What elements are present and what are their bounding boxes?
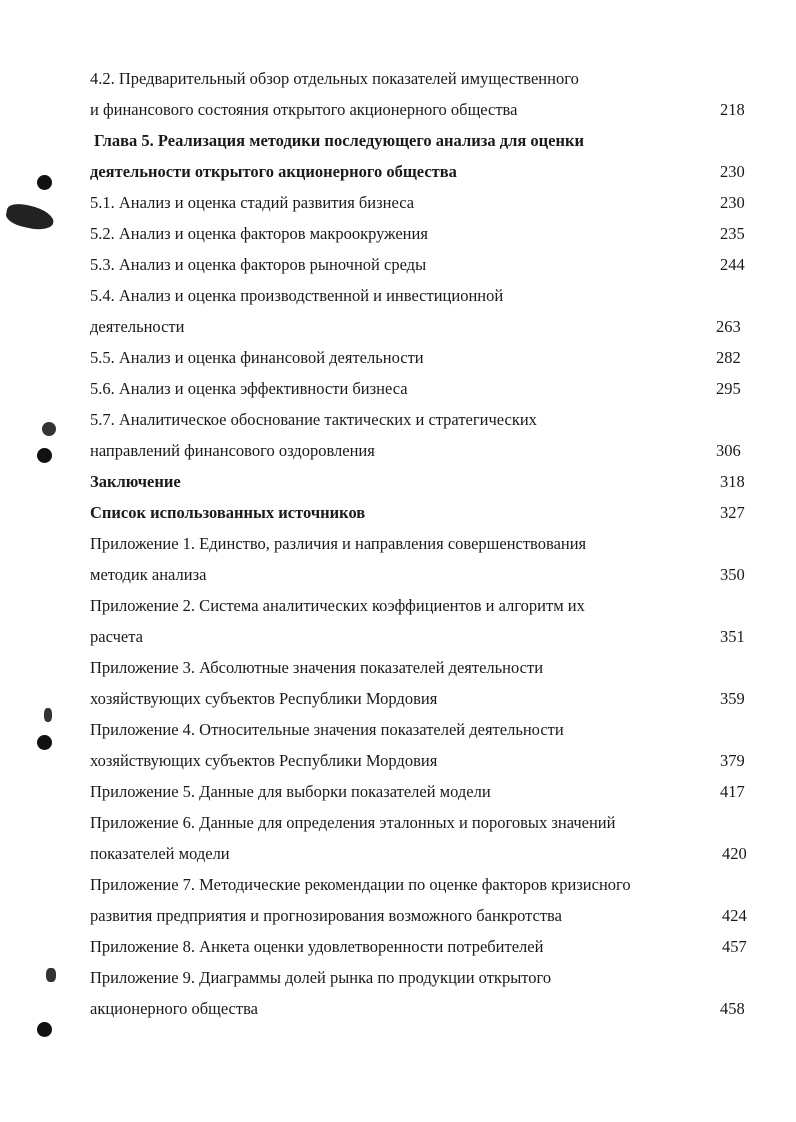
ink-speck	[46, 968, 56, 982]
toc-entry-text: Приложение 4. Относительные значения показателей деятельности	[90, 720, 564, 739]
binder-hole	[37, 175, 52, 190]
toc-entry-text: Приложение 1. Единство, различия и направления совершенствования	[90, 534, 587, 553]
toc-page-number: 420	[722, 844, 747, 863]
toc-entry-text: направлений финансового оздоровления	[90, 441, 375, 460]
toc-entry-text: акционерного общества	[90, 999, 258, 1018]
toc-entry-text: Заключение	[90, 472, 181, 491]
toc-page-number: 359	[720, 689, 745, 708]
toc-entry-text: хозяйствующих субъектов Республики Мордовия	[90, 689, 438, 708]
toc-entry-text: 5.5. Анализ и оценка финансовой деятельности	[90, 348, 424, 367]
toc-entry-text: Приложение 2. Система аналитических коэффициентов и алгоритм их	[90, 596, 585, 615]
toc-entry-text: Приложение 9. Диаграммы долей рынка по продукции открытого	[90, 968, 552, 987]
toc-page-number: 327	[720, 503, 745, 522]
toc-entry-text: Приложение 8. Анкета оценки удовлетворенности потребителей	[90, 937, 544, 956]
toc-entry-text: методик анализа	[90, 565, 207, 584]
toc-page-number: 230	[720, 162, 745, 181]
toc-page-number: 244	[720, 255, 745, 274]
binder-hole	[37, 448, 52, 463]
toc-page-number: 417	[720, 782, 745, 801]
binder-hole	[37, 1022, 52, 1037]
toc-entry-text: хозяйствующих субъектов Республики Мордовия	[90, 751, 438, 770]
toc-entry-text: 4.2. Предварительный обзор отдельных показателей имущественного	[90, 69, 579, 88]
ink-speck	[42, 422, 56, 436]
toc-entry-text: развития предприятия и прогнозирования возможного банкротства	[90, 906, 562, 925]
toc-entry-text: Глава 5. Реализация методики последующего анализа для оценки	[94, 131, 584, 150]
ink-speck	[44, 708, 52, 722]
toc-page-number: 263	[716, 317, 741, 336]
toc-entry-text: Список использованных источников	[90, 503, 366, 522]
toc-entry-text: расчета	[90, 627, 143, 646]
toc-page-number: 424	[722, 906, 747, 925]
toc-entry-text: Приложение 5. Данные для выборки показателей модели	[90, 782, 491, 801]
toc-page-number: 379	[720, 751, 745, 770]
toc-page-number: 458	[720, 999, 745, 1018]
toc-entry-text: 5.4. Анализ и оценка производственной и инвестиционной	[90, 286, 504, 305]
toc-entry-text: Приложение 7. Методические рекомендации по оценке факторов кризисного	[90, 875, 631, 894]
toc-entry-text: деятельности	[90, 317, 185, 336]
toc-page-number: 218	[720, 100, 745, 119]
ink-blot	[4, 201, 56, 232]
toc-entry-text: и финансового состояния открытого акционерного общества	[90, 100, 518, 119]
toc-page-number: 350	[720, 565, 745, 584]
toc-entry-text: Приложение 6. Данные для определения эталонных и пороговых значений	[90, 813, 616, 832]
toc-entry-text: 5.7. Аналитическое обоснование тактических и стратегических	[90, 410, 537, 429]
toc-page-number: 457	[722, 937, 747, 956]
toc-entry-text: 5.2. Анализ и оценка факторов макроокружения	[90, 224, 428, 243]
toc-entry-text: 5.1. Анализ и оценка стадий развития бизнеса	[90, 193, 415, 212]
toc-page-number: 282	[716, 348, 741, 367]
binder-hole	[37, 735, 52, 750]
toc-page-number: 318	[720, 472, 745, 491]
toc-page-number: 295	[716, 379, 741, 398]
toc-page-number: 235	[720, 224, 745, 243]
toc-page-number: 230	[720, 193, 745, 212]
toc-page-number: 351	[720, 627, 745, 646]
toc-entry-text: деятельности открытого акционерного общества	[90, 162, 457, 181]
toc-entry-text: 5.3. Анализ и оценка факторов рыночной среды	[90, 255, 427, 274]
toc-entry-text: 5.6. Анализ и оценка эффективности бизнеса	[90, 379, 408, 398]
toc-page-number: 306	[716, 441, 741, 460]
toc-entry-text: показателей модели	[90, 844, 230, 863]
toc-entry-text: Приложение 3. Абсолютные значения показателей деятельности	[90, 658, 544, 677]
